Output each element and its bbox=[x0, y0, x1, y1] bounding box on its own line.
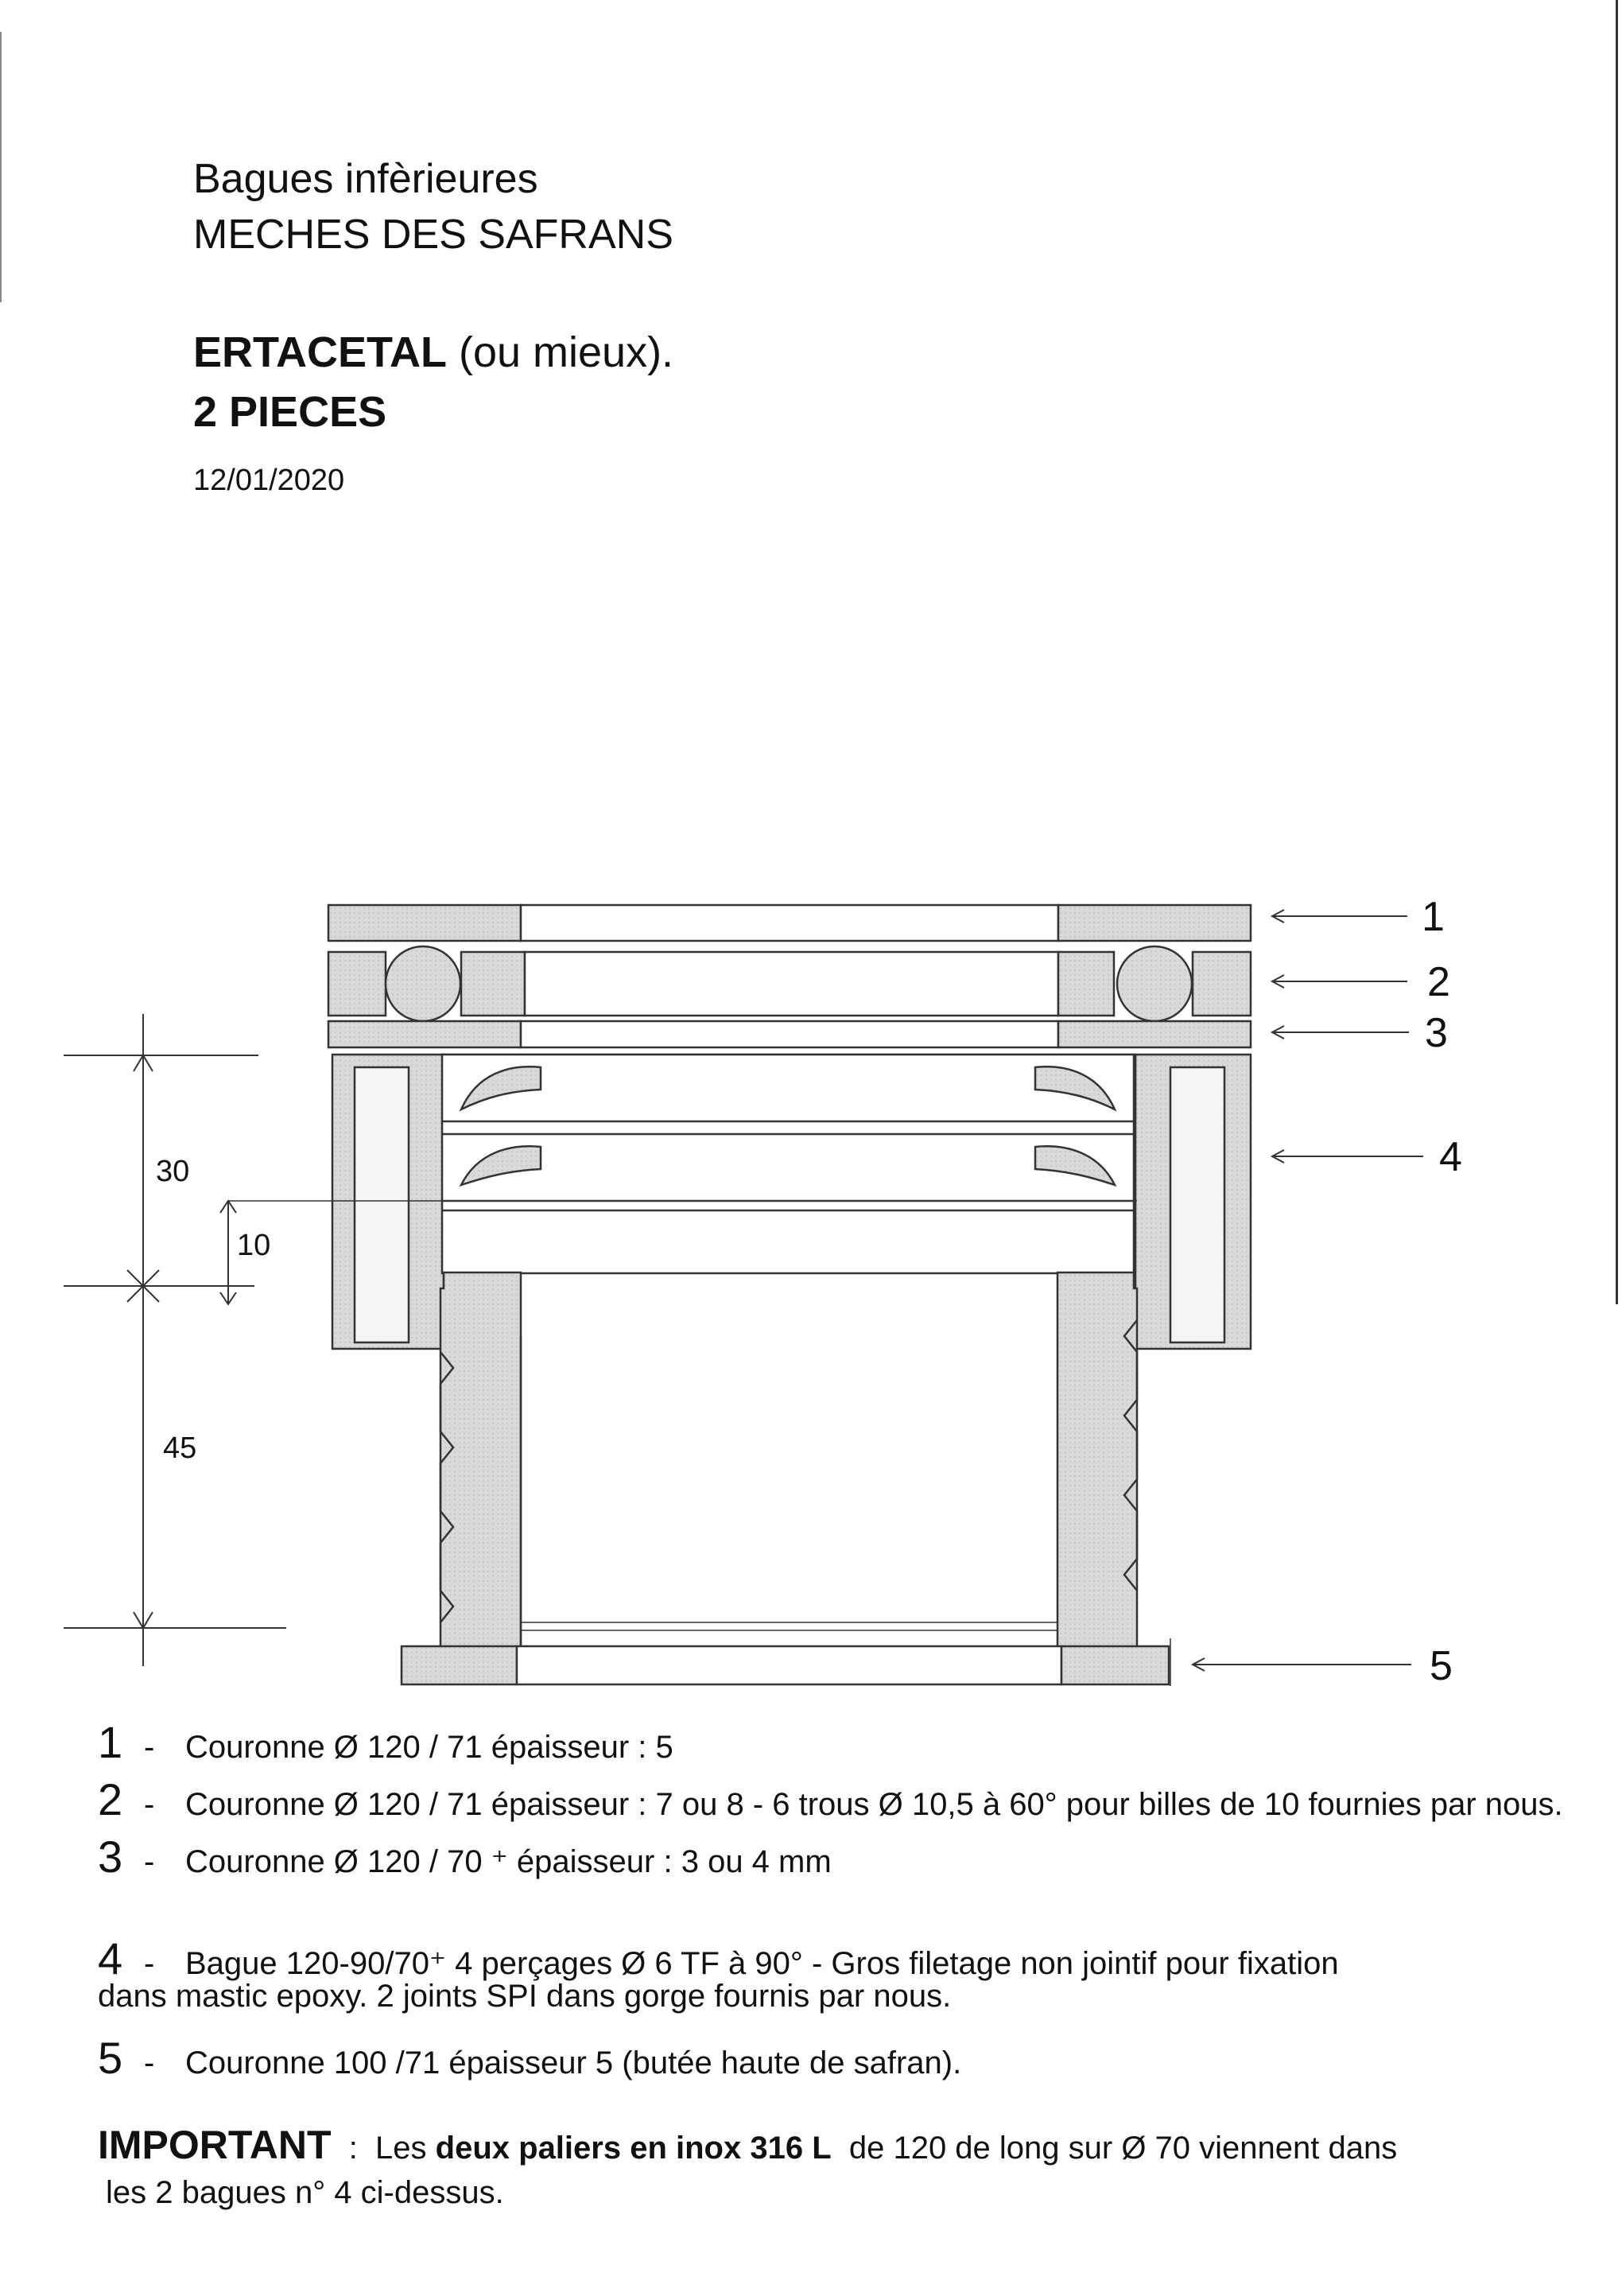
material-name: ERTACETAL bbox=[193, 328, 447, 376]
important-keyword: IMPORTANT bbox=[98, 2123, 332, 2167]
material-note: (ou mieux). bbox=[446, 328, 674, 376]
date-line: 12/01/2020 bbox=[193, 464, 345, 497]
callout-5: 5 bbox=[1430, 1643, 1453, 1689]
title-line-1: Bagues infèrieures bbox=[193, 156, 538, 202]
ring-2 bbox=[328, 946, 1251, 1021]
legend-item-4-continued: dans mastic epoxy. 2 joints SPI dans gorge fournis par nous. bbox=[98, 1979, 952, 2014]
ring-5 bbox=[402, 1646, 1169, 1684]
legend-item-5: 5 - Couronne 100 /71 épaisseur 5 (butée haute de safran). bbox=[98, 2033, 962, 2083]
ball-left bbox=[386, 946, 460, 1021]
important-note: IMPORTANT : Les deux paliers en inox 316 L de 120 de long sur Ø 70 viennent dans bbox=[98, 2123, 1398, 2167]
legend-item-4: 4 - Bague 120-90/70⁺ 4 perçages Ø 6 TF à 90° - Gros filetage non jointif pour fixation bbox=[98, 1933, 1339, 1983]
legend-item-2: 2 - Couronne Ø 120 / 71 épaisseur : 7 ou 8 - 6 trous Ø 10,5 à 60° pour billes de 10 fournies par nous. bbox=[98, 1774, 1563, 1824]
ring-1 bbox=[328, 905, 1251, 941]
important-emphasis: deux paliers en inox 316 L bbox=[435, 2131, 832, 2166]
pieces-line: 2 PIECES bbox=[193, 388, 387, 436]
legend-item-1: 1 - Couronne Ø 120 / 71 épaisseur : 5 bbox=[98, 1717, 673, 1767]
bush-4-tube bbox=[440, 1272, 1170, 1686]
legend-item-3: 3 - Couronne Ø 120 / 70 ⁺ épaisseur : 3 ou 4 mm bbox=[98, 1832, 832, 1882]
ring-3 bbox=[328, 1021, 1251, 1047]
callout-2: 2 bbox=[1427, 959, 1450, 1005]
scan-edge-left bbox=[0, 32, 2, 302]
title-line-2: MECHES DES SAFRANS bbox=[193, 212, 673, 258]
callout-3: 3 bbox=[1425, 1010, 1448, 1056]
dim-10: 10 bbox=[237, 1229, 271, 1262]
dim-45: 45 bbox=[163, 1432, 197, 1465]
dim-30: 30 bbox=[156, 1155, 190, 1188]
material-line bbox=[193, 328, 673, 377]
important-note-line-2: les 2 bagues n° 4 ci-dessus. bbox=[106, 2175, 504, 2210]
ball-right bbox=[1117, 946, 1192, 1021]
bush-4-insert bbox=[442, 1055, 1134, 1273]
bushing-section-drawing bbox=[0, 859, 1622, 1702]
callout-1: 1 bbox=[1422, 894, 1445, 940]
callout-4: 4 bbox=[1439, 1134, 1462, 1180]
